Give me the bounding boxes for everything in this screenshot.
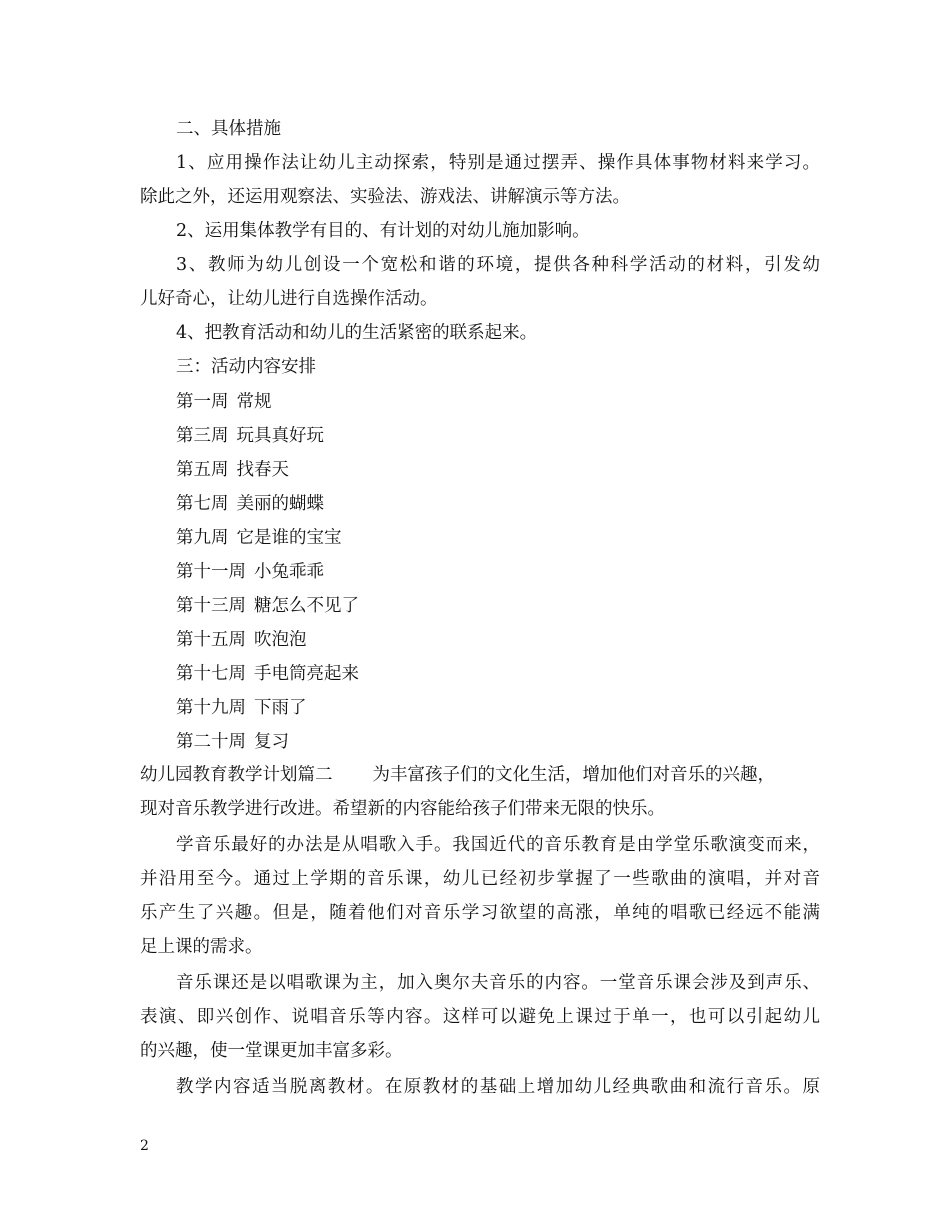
schedule-topic: 手电筒亮起来 xyxy=(254,664,359,684)
measure-3-line-2: 儿好奇心，让幼儿进行自选操作活动。 xyxy=(140,289,438,309)
paragraph-a-line-1: 学音乐最好的办法是从唱歌入手。我国近代的音乐教育是由学堂乐歌演变而来， xyxy=(176,835,820,855)
paragraph-a-line-2: 并沿用至今。通过上学期的音乐课，幼儿已经初步掌握了一些歌曲的演唱，并对音 xyxy=(140,869,820,889)
schedule-week: 第三周 xyxy=(176,426,229,446)
paragraph-b-line-3: 的兴趣，使一堂课更加丰富多彩。 xyxy=(140,1041,403,1061)
section-heading-schedule: 三：活动内容安排 xyxy=(176,357,316,377)
paragraph-a-line-3: 乐产生了兴趣。但是，随着他们对音乐学习欲望的高涨，单纯的唱歌已经远不能满 xyxy=(140,903,820,923)
measure-4: 4、把教育活动和幼儿的生活紧密的联系起来。 xyxy=(176,323,538,343)
schedule-row xyxy=(176,589,856,623)
section-heading-measures: 二、具体措施 xyxy=(176,119,281,139)
paragraph-c-line-1: 教学内容适当脱离教材。在原教材的基础上增加幼儿经典歌曲和流行音乐。原 xyxy=(176,1077,820,1097)
plan-2-intro-line-1: 为丰富孩子们的文化生活，增加他们对音乐的兴趣， xyxy=(372,765,775,785)
schedule-week: 第七周 xyxy=(176,494,229,514)
schedule-row xyxy=(176,385,856,419)
schedule-week: 第一周 xyxy=(176,392,229,412)
schedule-week: 第十三周 xyxy=(176,596,246,616)
schedule-week: 第二十周 xyxy=(176,732,246,752)
schedule-week: 第十九周 xyxy=(176,698,246,718)
paragraph-b-line-1: 音乐课还是以唱歌课为主，加入奥尔夫音乐的内容。一堂音乐课会涉及到声乐、 xyxy=(176,973,820,993)
schedule-topic: 常规 xyxy=(236,392,272,412)
schedule-row xyxy=(176,487,856,521)
measure-1-line-1: 1、应用操作法让幼儿主动探索，特别是通过摆弄、操作具体事物材料来学习。 xyxy=(176,153,820,173)
schedule-topic: 复习 xyxy=(254,732,289,752)
schedule-topic: 小兔乖乖 xyxy=(254,562,324,582)
schedule-row xyxy=(176,657,856,691)
schedule-row xyxy=(176,521,856,555)
schedule-topic: 美丽的蝴蝶 xyxy=(236,494,324,514)
schedule-topic: 糖怎么不见了 xyxy=(254,596,359,616)
schedule-row xyxy=(176,691,856,725)
schedule-week: 第十一周 xyxy=(176,562,246,582)
paragraph-a-line-4: 足上课的需求。 xyxy=(140,937,263,957)
schedule-topic: 下雨了 xyxy=(254,698,307,718)
page-number: 2 xyxy=(140,1138,149,1154)
schedule-row xyxy=(176,453,856,487)
schedule-week: 第十五周 xyxy=(176,630,246,650)
plan-2-intro-line-2: 现对音乐教学进行改进。希望新的内容能给孩子们带来无限的快乐。 xyxy=(140,799,665,819)
schedule-week: 第十七周 xyxy=(176,664,246,684)
schedule-week: 第五周 xyxy=(176,460,229,480)
schedule-topic: 找春天 xyxy=(236,460,289,480)
schedule-row xyxy=(176,623,856,657)
schedule-row xyxy=(176,555,856,589)
schedule-row xyxy=(176,419,856,453)
schedule-topic: 它是谁的宝宝 xyxy=(236,528,342,548)
plan-2-title-line xyxy=(140,758,820,792)
measure-1-line-2: 除此之外，还运用观察法、实验法、游戏法、讲解演示等方法。 xyxy=(140,187,630,207)
paragraph-b-line-2: 表演、即兴创作、说唱音乐等内容。这样可以避免上课过于单一，也可以引起幼儿 xyxy=(140,1007,820,1027)
schedule-week: 第九周 xyxy=(176,528,229,548)
measure-3-line-1: 3、教师为幼儿创设一个宽松和谐的环境，提供各种科学活动的材料，引发幼 xyxy=(176,255,820,275)
schedule-topic: 玩具真好玩 xyxy=(236,426,324,446)
schedule-row xyxy=(176,725,856,759)
measure-2: 2、运用集体教学有目的、有计划的对幼儿施加影响。 xyxy=(176,221,590,241)
schedule-topic: 吹泡泡 xyxy=(254,630,307,650)
plan-2-title: 幼儿园教育教学计划篇二 xyxy=(140,765,333,785)
